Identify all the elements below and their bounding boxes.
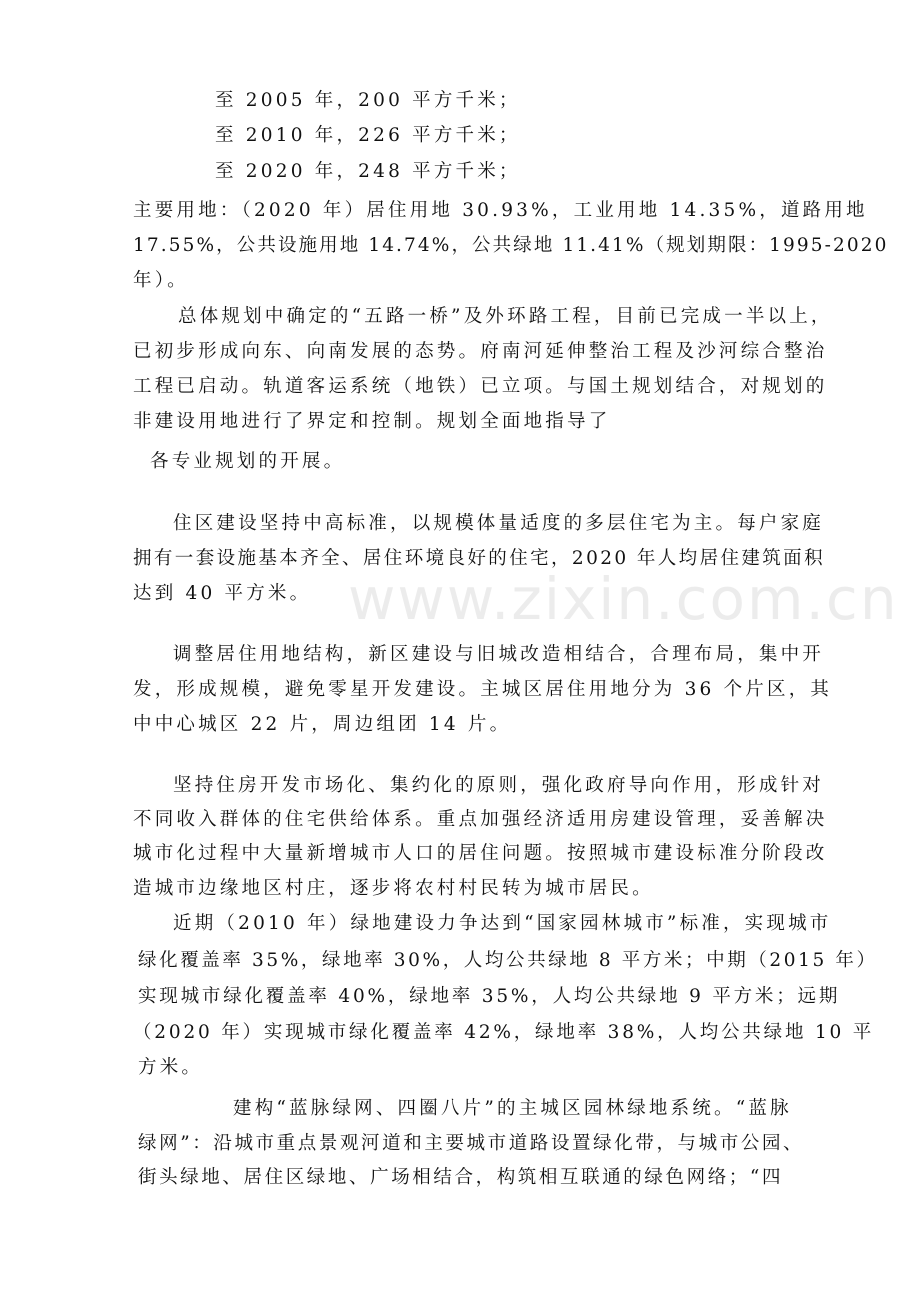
text-line: 17.55%，公共设施用地 14.74%，公共绿地 11.41%（规划期限：1995-2020 [133,235,889,256]
text-line: 城市化过程中大量新增城市人口的居住问题。按照城市建设标准分阶段改 [133,843,828,864]
text-line: 住区建设坚持中高标准，以规模体量适度的多层住宅为主。每户家庭 [173,513,825,534]
text-line: 中中心城区 22 片，周边组团 14 片。 [133,714,512,735]
text-line: 主要用地：（2020 年）居住用地 30.93%，工业用地 14.35%，道路用地 [133,200,868,221]
text-line: 达到 40 平方米。 [133,583,312,604]
text-line: 各专业规划的开展。 [150,451,346,472]
text-line: （2020 年）实现城市绿化覆盖率 42%，绿地率 38%，人均公共绿地 10 平 [133,1022,875,1043]
text-line: 至 2005 年，200 平方千米； [215,90,521,111]
text-line: 街头绿地、居住区绿地、广场相结合，构筑相互联通的绿色网络；“四 [138,1167,784,1188]
watermark: www.zixin.com.cn [348,565,899,633]
text-line: 实现城市绿化覆盖率 40%，绿地率 35%，人均公共绿地 9 平方米；远期 [138,986,841,1007]
text-line: 非建设用地进行了界定和控制。规划全面地指导了 [133,411,611,432]
text-line: 绿化覆盖率 35%，绿地率 30%，人均公共绿地 8 平方米；中期（2015 年） [138,950,878,971]
text-line: 至 2010 年，226 平方千米； [215,125,521,146]
text-line: 绿网”：沿城市重点景观河道和主要城市道路设置绿化带，与城市公园、 [138,1133,805,1154]
text-line: 总体规划中确定的“五路一桥”及外环路工程，目前已完成一半以上， [178,306,833,327]
text-line: 造城市边缘地区村庄，逐步将农村村民转为城市居民。 [133,878,654,899]
text-line: 调整居住用地结构，新区建设与旧城改造相结合，合理布局，集中开 [173,644,825,665]
text-line: 发，形成规模，避免零星开发建设。主城区居住用地分为 36 个片区，其 [133,679,833,700]
text-line: 不同收入群体的住宅供给体系。重点加强经济适用房建设管理，妥善解决 [133,809,828,830]
text-line: 拥有一套设施基本齐全、居住环境良好的住宅，2020 年人均居住建筑面积 [133,548,825,569]
text-line: 年）。 [133,270,189,291]
text-line: 已初步形成向东、向南发展的态势。府南河延伸整治工程及沙河综合整治 [133,341,828,362]
text-line: 至 2020 年，248 平方千米； [215,161,521,182]
text-line: 方米。 [138,1057,204,1078]
text-line: 坚持住房开发市场化、集约化的原则，强化政府导向作用，形成针对 [173,775,825,796]
text-line: 近期（2010 年）绿地建设力争达到“国家园林城市”标准，实现城市 [173,913,832,934]
text-line: 工程已启动。轨道客运系统（地铁）已立项。与国土规划结合，对规划的 [133,376,828,397]
text-line: 建构“蓝脉绿网、四圈八片”的主城区园林绿地系统。“蓝脉 [233,1098,792,1119]
